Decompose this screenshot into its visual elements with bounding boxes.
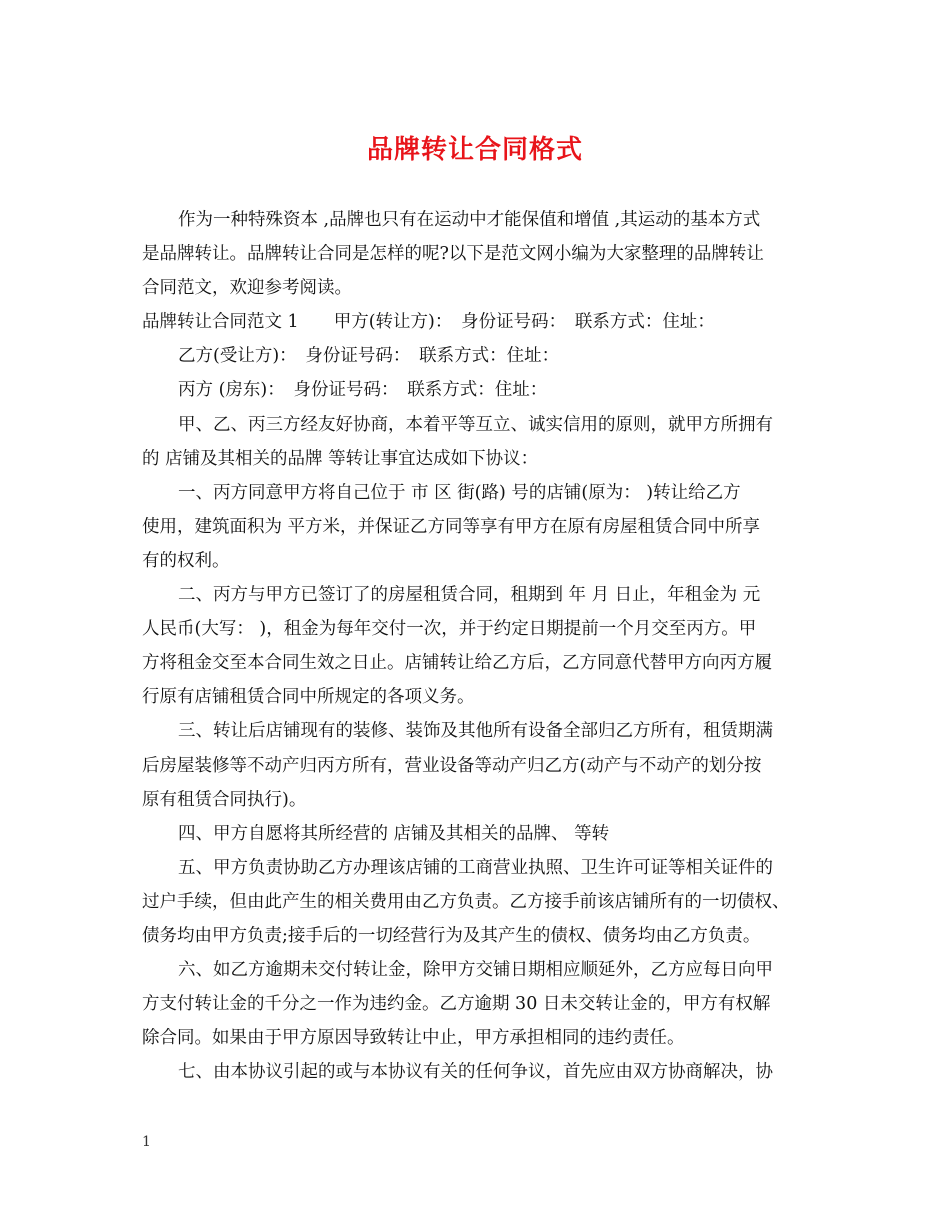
text-line: 后房屋装修等不动产归丙方所有，营业设备等动产归乙方(动产与不动产的划分按: [142, 755, 762, 776]
text-line: 行原有店铺租赁合同中所规定的各项义务。: [142, 687, 475, 708]
text-line: 使用，建筑面积为 平方米，并保证乙方同等享有甲方在原有房屋租赁合同中所享: [142, 516, 761, 537]
text-line: 有的权利。: [142, 550, 230, 571]
text-line: 一、丙方同意甲方将自己位于 市 区 街(路) 号的店铺(原为： )转让给乙方: [178, 482, 741, 503]
text-line: 甲、乙、丙三方经友好协商，本着平等互立、诚实信用的原则，就甲方所拥有: [178, 414, 773, 435]
text-line: 七、由本协议引起的或与本协议有关的任何争议，首先应由双方协商解决，协: [178, 1062, 773, 1083]
text-line: 三、转让后店铺现有的装修、装饰及其他所有设备全部归乙方所有，租赁期满: [178, 721, 773, 742]
text-line: 除合同。如果由于甲方原因导致转让中止，甲方承担相同的违约责任。: [142, 1028, 685, 1049]
text-line: 的 店铺及其相关的品牌 等转让事宜达成如下协议：: [142, 448, 539, 469]
text-line: 六、如乙方逾期未交付转让金，除甲方交铺日期相应顺延外，乙方应每日向甲: [178, 960, 773, 981]
document-body: [142, 203, 810, 1089]
page-number: 1: [142, 1134, 151, 1150]
text-line: 人民币(大写： )，租金为每年交付一次，并于约定日期提前一个月交至丙方。甲: [142, 619, 757, 640]
text-line: 品牌转让合同范文 1 甲方(转让方)： 身份证号码： 联系方式：住址：: [142, 312, 715, 333]
text-line: 作为一种特殊资本 ,品牌也只有在运动中才能保值和增值 ,其运动的基本方式: [178, 210, 761, 230]
text-line: 债务均由甲方负责;接手后的一切经营行为及其产生的债权、债务均由乙方负责。: [142, 925, 761, 946]
text-line: 方将租金交至本合同生效之日止。店铺转让给乙方后，乙方同意代替甲方向丙方履: [142, 653, 772, 674]
text-line: 乙方(受让方)： 身份证号码： 联系方式：住址：: [178, 346, 560, 367]
text-line: 过户手续，但由此产生的相关费用由乙方负责。乙方接手前该店铺所有的一切债权、: [142, 891, 790, 912]
text-line: 四、甲方自愿将其所经营的 店铺及其相关的品牌、 等转: [178, 823, 610, 844]
text-line: 原有租赁合同执行)。: [142, 789, 307, 810]
text-line: 是品牌转让。品牌转让合同是怎样的呢?以下是范文网小编为大家整理的品牌转让: [142, 244, 764, 265]
text-line: 合同范文，欢迎参考阅读。: [142, 278, 352, 299]
text-line: 五、甲方负责协助乙方办理该店铺的工商营业执照、卫生许可证等相关证件的: [178, 857, 773, 878]
text-line: 丙方 (房东)： 身份证号码： 联系方式：住址：: [178, 380, 548, 401]
document-title: 品牌转让合同格式: [366, 135, 583, 165]
text-line: 二、丙方与甲方已签订了的房屋租赁合同，租期到 年 月 日止，年租金为 元: [178, 585, 761, 606]
text-line: 方支付转让金的千分之一作为违约金。乙方逾期 30 日未交转让金的，甲方有权解: [142, 994, 771, 1015]
